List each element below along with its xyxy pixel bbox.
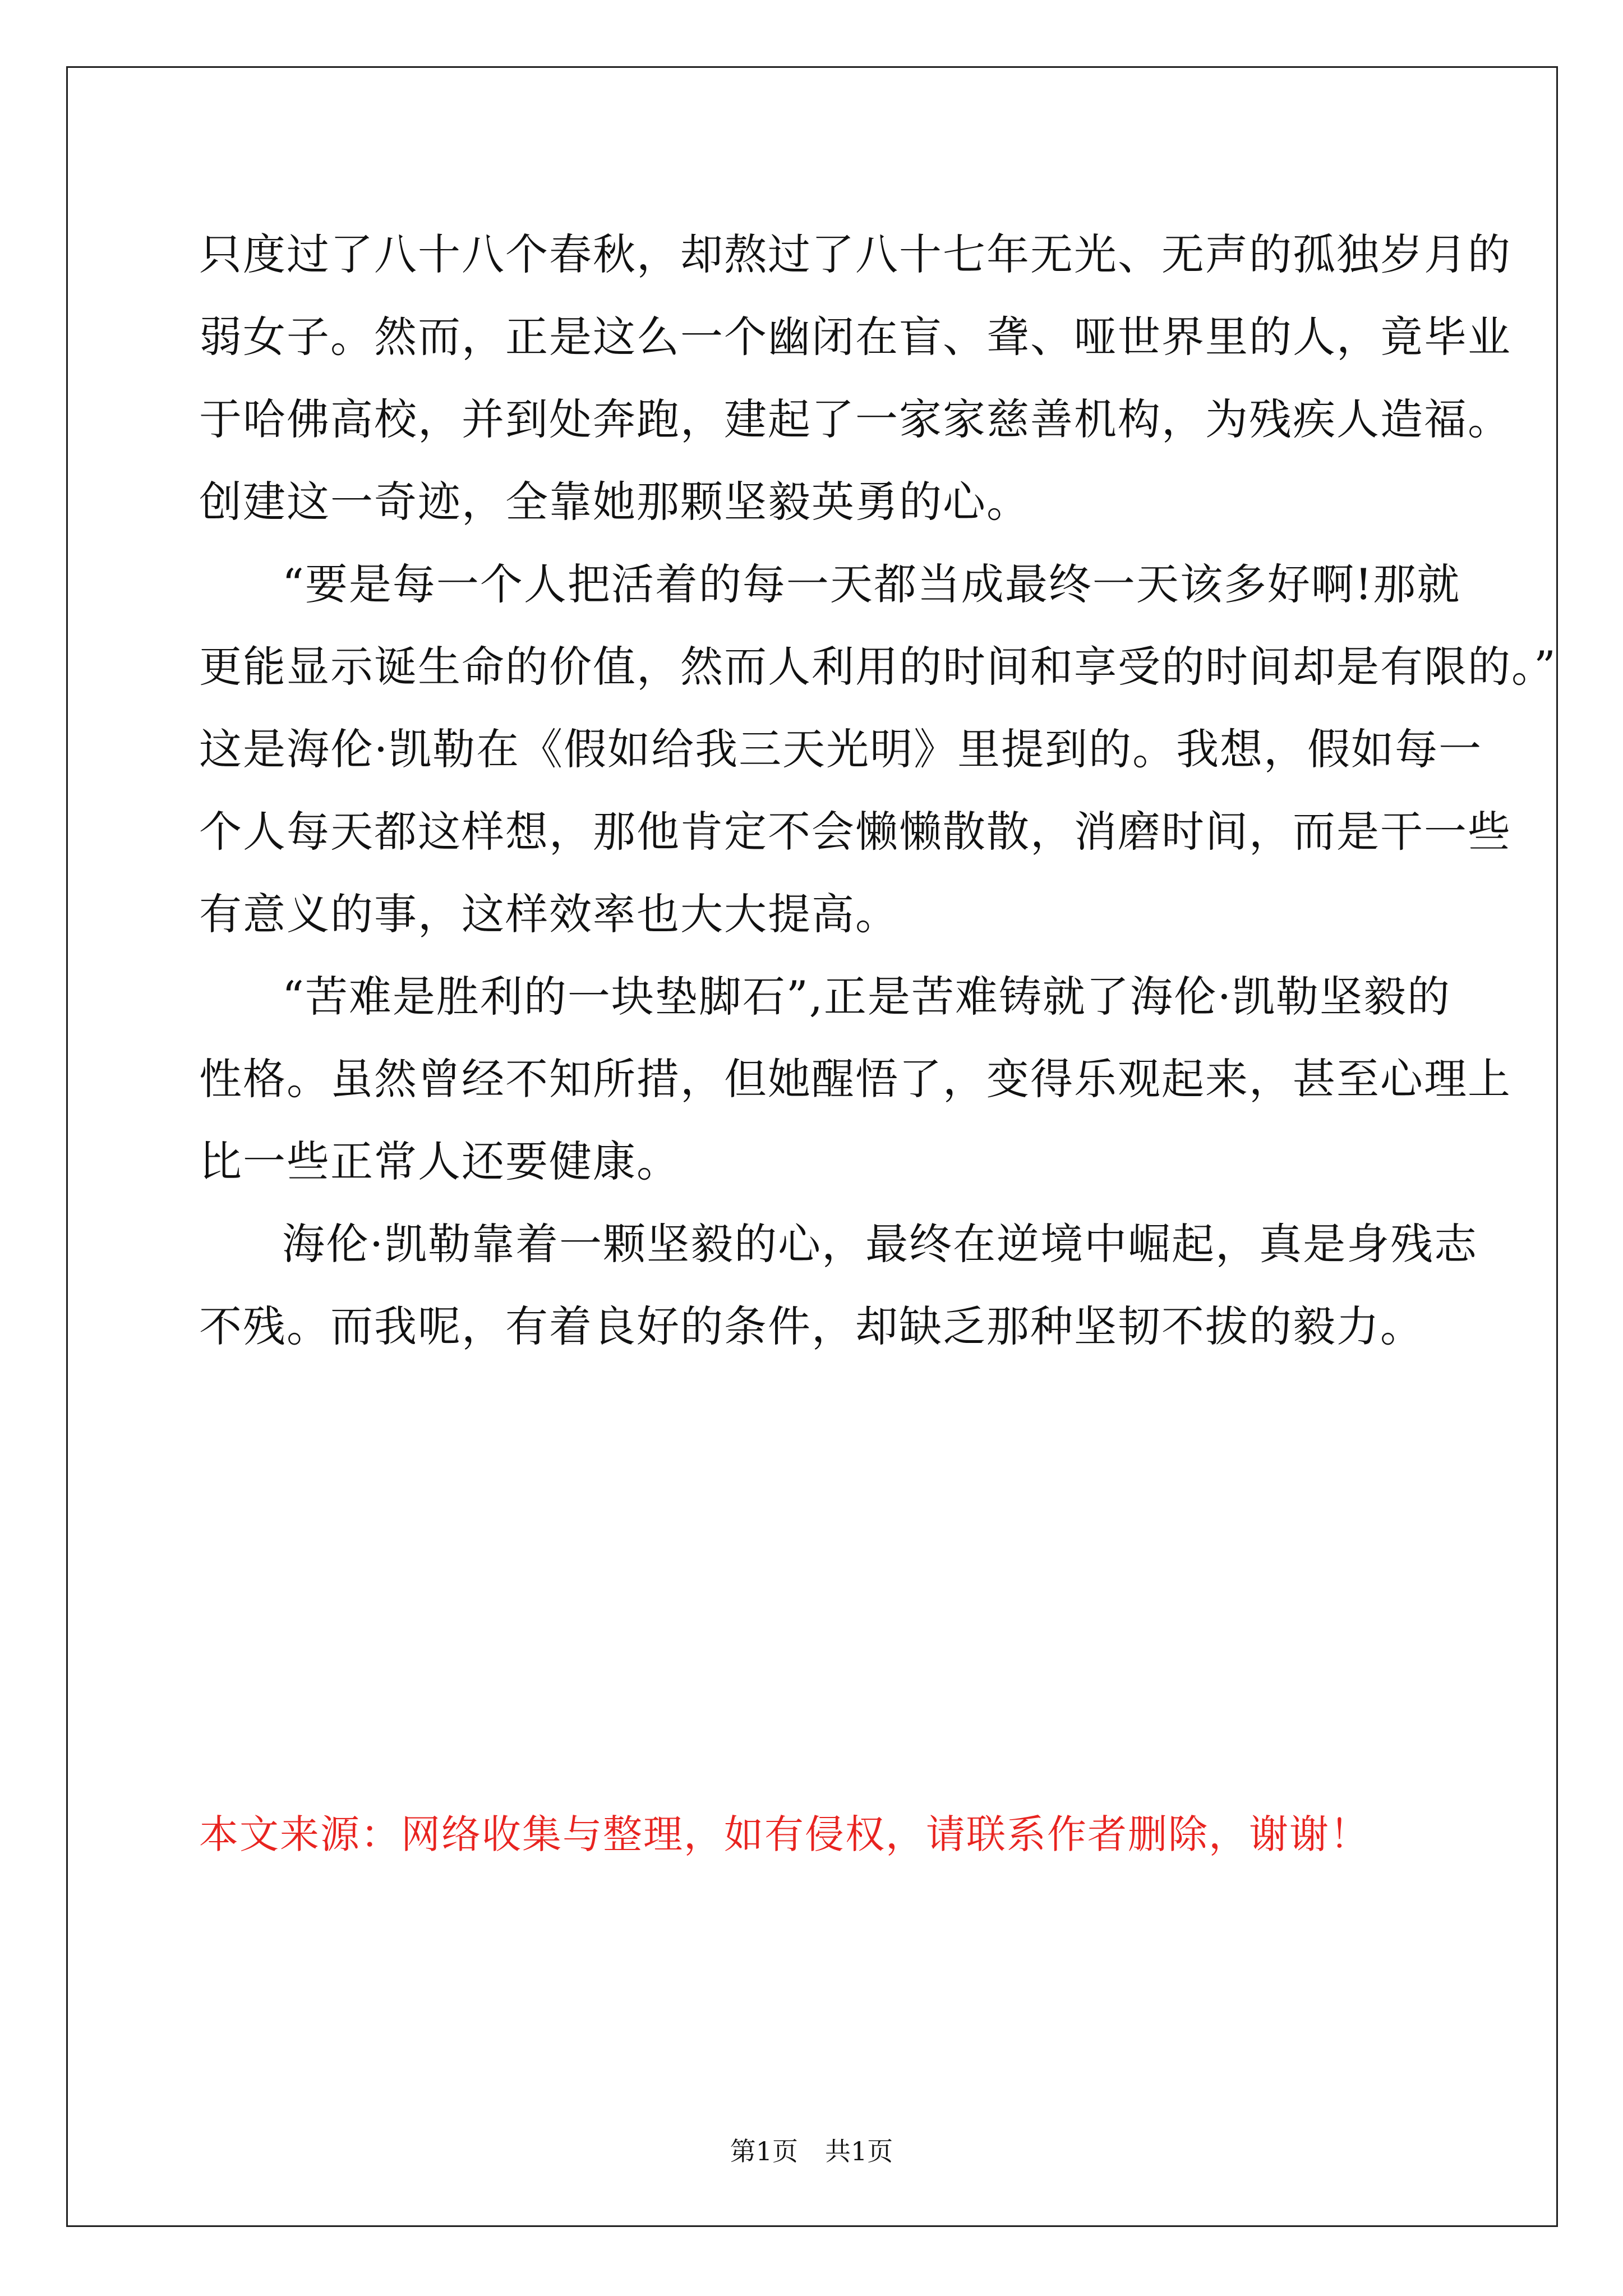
text-line: 有意义的事，这样效率也大大提高。 [199,889,899,939]
text-line: 比一些正常人还要健康。 [199,1137,680,1186]
document-body [199,213,1557,1368]
text-line: 这是海伦·凯勒在《假如给我三天光明》里提到的。我想，假如每一 [199,724,1483,774]
text-line: 更能显示诞生命的价值，然而人利用的时间和享受的时间却是有限的。” [199,642,1557,692]
source-note: 本文来源：网络收集与整理，如有侵权，请联系作者删除，谢谢！ [199,1811,1370,1857]
page-footer [0,2134,1623,2168]
page-number: 第1页 [730,2136,798,2166]
text-line: 性格。虽然曾经不知所措，但她醒悟了，变得乐观起来，甚至心理上 [199,1054,1511,1104]
text-line: “苦难是胜利的一块垫脚石”,正是苦难铸就了海伦·凯勒坚毅的 [282,972,1451,1022]
text-line: 于哈佛高校，并到处奔跑，建起了一家家慈善机构，为残疾人造福。 [199,394,1511,444]
paragraph-3 [199,955,1511,1203]
paragraph-1 [199,213,1511,543]
page-total: 共1页 [825,2136,893,2166]
text-line: 海伦·凯勒靠着一颗坚毅的心，最终在逆境中崛起，真是身残志 [282,1219,1478,1269]
paragraph-2 [199,543,1557,955]
text-line: 个人每天都这样想，那他肯定不会懒懒散散，消磨时间，而是干一些 [199,807,1511,857]
text-line: 不残。而我呢，有着良好的条件，却缺乏那种坚韧不拔的毅力。 [199,1301,1424,1351]
text-line: 只度过了八十八个春秋，却熬过了八十七年无光、无声的孤独岁月的 [199,229,1511,279]
text-line: 创建这一奇迹，全靠她那颗坚毅英勇的心。 [199,477,1030,527]
text-line: “要是每一个人把活着的每一天都当成最终一天该多好啊!那就 [282,559,1461,609]
paragraph-4 [199,1203,1478,1368]
text-line: 弱女子。然而，正是这么一个幽闭在盲、聋、哑世界里的人，竟毕业 [199,312,1511,362]
